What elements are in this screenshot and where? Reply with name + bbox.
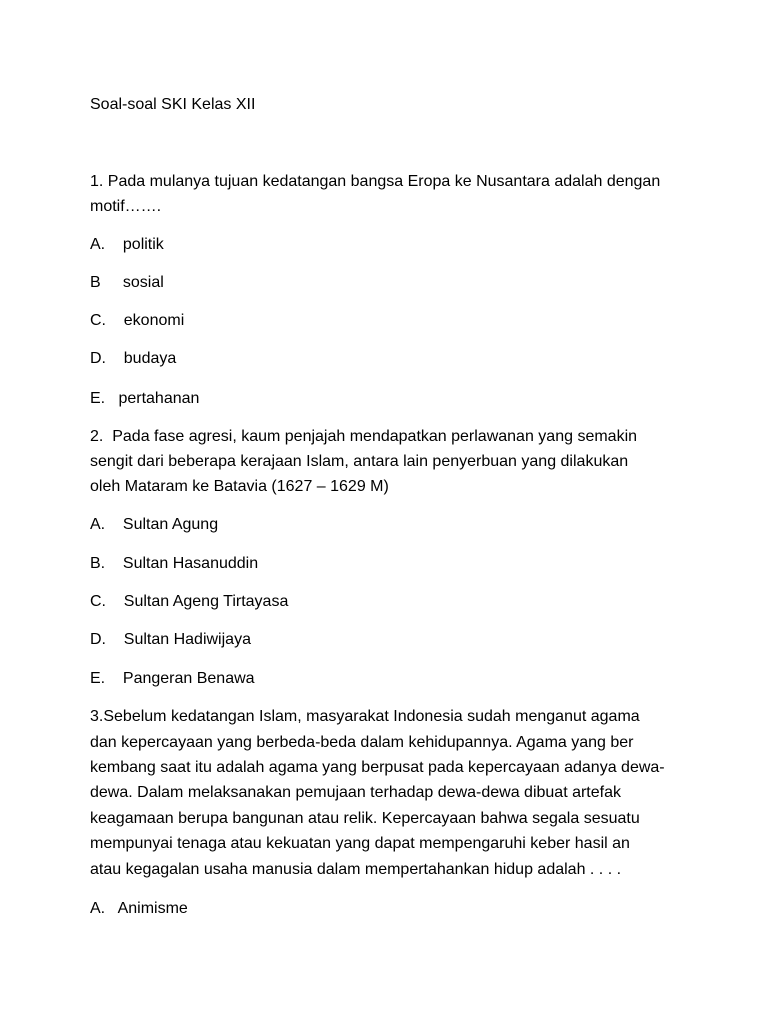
question-3-line-3: kembang saat itu adalah agama yang berpusat pada kepercayaan adanya dewa- xyxy=(90,759,665,776)
question-1-option-a: A. politik xyxy=(90,236,164,253)
question-1-option-b: B sosial xyxy=(90,274,164,291)
question-2-option-d: D. Sultan Hadiwijaya xyxy=(90,631,251,648)
question-1-option-c: C. ekonomi xyxy=(90,312,185,329)
question-2-option-e: E. Pangeran Benawa xyxy=(90,670,255,687)
question-2-line-3: oleh Mataram ke Batavia (1627 – 1629 M) xyxy=(90,478,389,495)
question-1-option-e: E. pertahanan xyxy=(90,390,200,407)
question-3-line-6: mempunyai tenaga atau kekuatan yang dapat mempengaruhi keber hasil an xyxy=(90,835,630,852)
question-2-option-b: B. Sultan Hasanuddin xyxy=(90,555,259,572)
question-2-option-c: C. Sultan Ageng Tirtayasa xyxy=(90,593,289,610)
question-3-line-7: atau kegagalan usaha manusia dalam mempertahankan hidup adalah . . . . xyxy=(90,861,622,878)
question-3-line-5: keagamaan berupa bangunan atau relik. Kepercayaan bahwa segala sesuatu xyxy=(90,810,640,827)
question-2-line-2: sengit dari beberapa kerajaan Islam, antara lain penyerbuan yang dilakukan xyxy=(90,453,629,470)
question-1-option-d: D. budaya xyxy=(90,350,177,367)
question-3-line-2: dan kepercayaan yang berbeda-beda dalam kehidupannya. Agama yang ber xyxy=(90,734,634,751)
question-3-option-a: A. Animisme xyxy=(90,900,188,917)
document-title: Soal-soal SKI Kelas XII xyxy=(90,96,256,113)
question-3-line-1: 3.Sebelum kedatangan Islam, masyarakat Indonesia sudah menganut agama xyxy=(90,708,640,725)
question-2-line-1: 2. Pada fase agresi, kaum penjajah mendapatkan perlawanan yang semakin xyxy=(90,428,638,445)
question-2-option-a: A. Sultan Agung xyxy=(90,516,219,533)
question-3-line-4: dewa. Dalam melaksanakan pemujaan terhadap dewa-dewa dibuat artefak xyxy=(90,784,621,801)
question-1-line-2: motif……. xyxy=(90,198,162,215)
question-1-line-1: 1. Pada mulanya tujuan kedatangan bangsa Eropa ke Nusantara adalah dengan xyxy=(90,173,661,190)
